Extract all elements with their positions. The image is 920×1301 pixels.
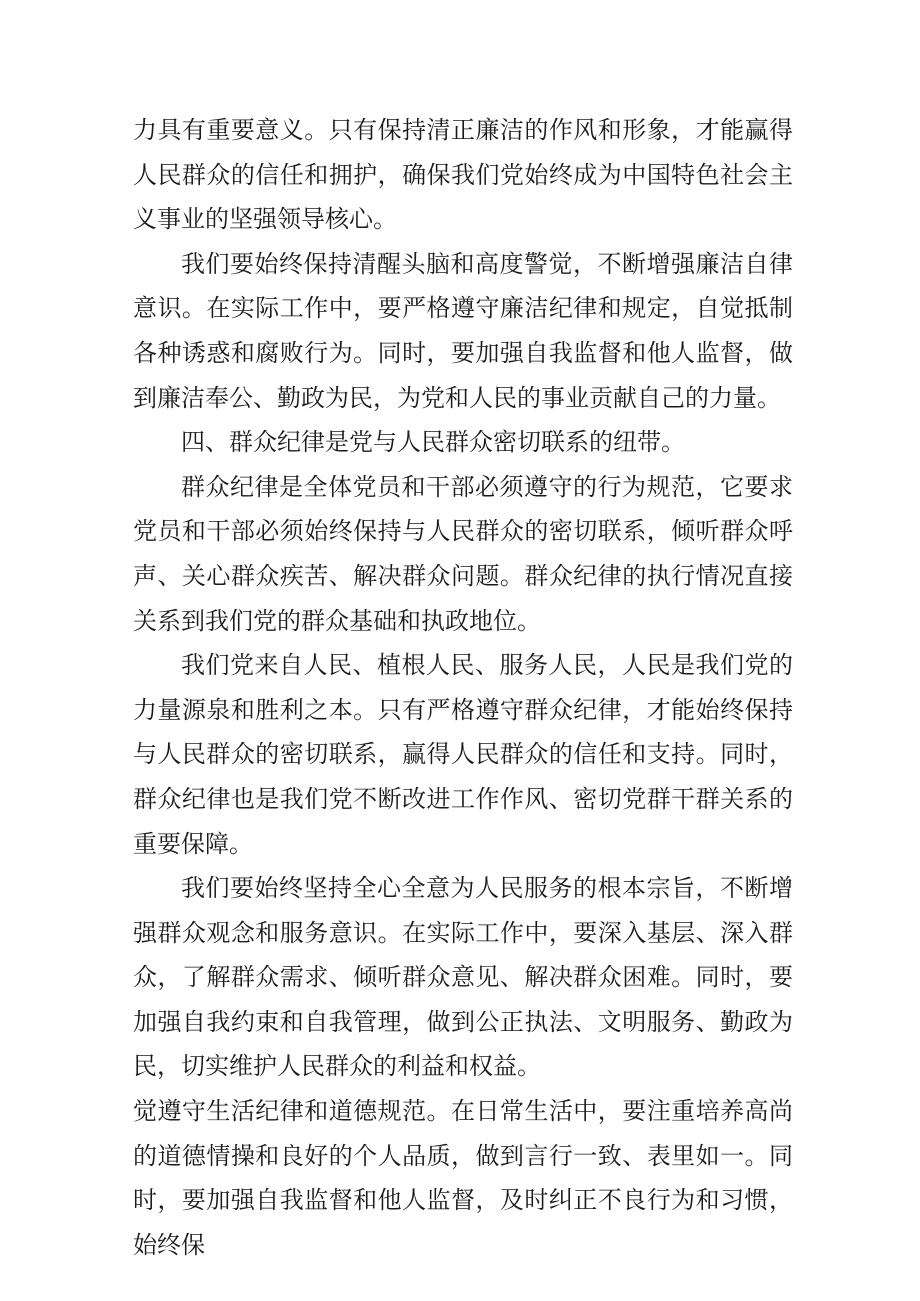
document-body — [133, 108, 793, 1267]
paragraph-1: 力具有重要意义。只有保持清正廉洁的作风和形象，才能赢得人民群众的信任和拥护，确保我们党始终成为中国特色社会主义事业的坚强领导核心。 — [133, 116, 793, 234]
paragraph-4: 我们党来自人民、植根人民、服务人民，人民是我们党的力量源泉和胜利之本。只有严格遵守群众纪律，才能始终保持与人民群众的密切联系，赢得人民群众的信任和支持。同时，群众纪律也是我们党不断改进工作作风、密切党群干群关系的重要保障。 — [133, 651, 793, 858]
paragraph-6: 觉遵守生活纪律和道德规范。在日常生活中，要注重培养高尚的道德情操和良好的个人品质，做到言行一致、表里如一。同时，要加强自我监督和他人监督，及时纠正不良行为和习惯，始终保 — [133, 1097, 793, 1259]
paragraph-5: 我们要始终坚持全心全意为人民服务的根本宗旨，不断增强群众观念和服务意识。在实际工作中，要深入基层、深入群众，了解群众需求、倾听群众意见、解决群众困难。同时，要加强自我约束和自我管理，做到公正执法、文明服务、勤政为民，切实维护人民群众的利益和权益。 — [133, 874, 793, 1081]
paragraph-3: 群众纪律是全体党员和干部必须遵守的行为规范，它要求党员和干部必须始终保持与人民群众的密切联系，倾听群众呼声、关心群众疾苦、解决群众问题。群众纪律的执行情况直接关系到我们党的群众基础和执政地位。 — [133, 472, 793, 635]
paragraph-2: 我们要始终保持清醒头脑和高度警觉，不断增强廉洁自律意识。在实际工作中，要严格遵守廉洁纪律和规定，自觉抵制各种诱惑和腐败行为。同时，要加强自我监督和他人监督，做到廉洁奉公、勤政为民，为党和人民的事业贡献自己的力量。 — [133, 249, 793, 412]
section-heading: 四、群众纪律是党与人民群众密切联系的纽带。 — [181, 428, 685, 457]
